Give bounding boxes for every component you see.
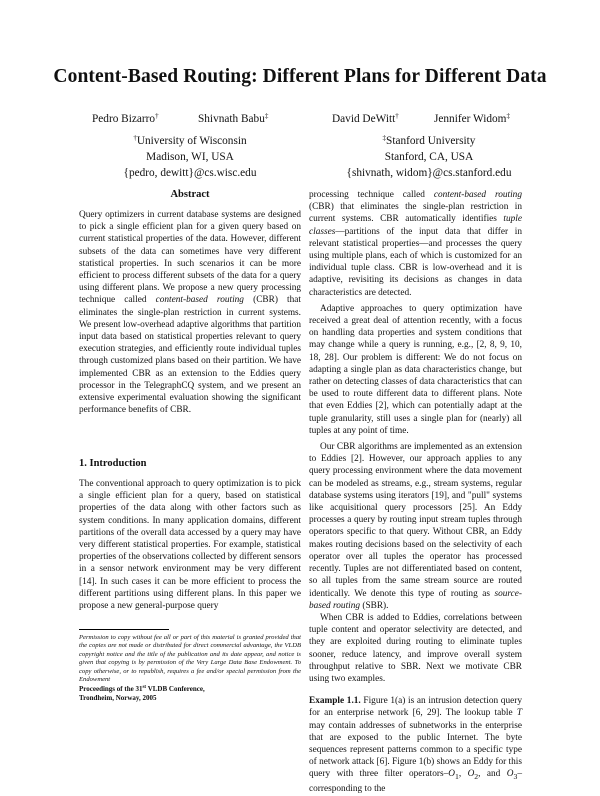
abstract-body	[79, 209, 301, 416]
body-paragraph	[309, 189, 522, 299]
text: processing technique called	[309, 190, 434, 200]
text: –corresponding to the	[309, 769, 522, 795]
symbol: O	[448, 769, 455, 780]
affiliation-email: {pedro, dewitt}@cs.wisc.edu	[123, 167, 257, 179]
symbol: O	[467, 769, 475, 780]
text: , and	[478, 769, 507, 780]
venue-text-2: VLDB Conference,	[146, 685, 205, 694]
author-name: David DeWitt	[332, 113, 396, 125]
intro-paragraph: The conventional approach to query optimization is to pick a single efficient plan for a query, based on statistical properties of the data along with other factors such as system conditions. In many application domains, different partitions of the overall data accessed by a query may have very different statistical properties. For example, statistical properties of the observations collected by different sensors in a sensor network environment may be very different [14]. In such cases it can be more efficient to process the different partitions using different plans. In this paper we propose a new general-purpose query	[79, 479, 301, 612]
body-paragraph: Adaptive approaches to query optimization have received a great deal of attention recently, with a focus on handling data properties and system conditions that may change while a query is running, e.g., [2, 8, 9, 10, 18, 28]. Our problem is different: We do not focus on adapting a single plan as data characteristics change, but rather on detecting classes of data characteristics that can be used to route different data to different plans. Note that even Eddies [2], which can potentially adapt at the tuple granularity, still uses a single plan for (nearly) all tuples at any point of time.	[309, 303, 522, 436]
body-paragraph	[309, 441, 522, 612]
text: ,	[458, 769, 468, 780]
section-heading-introduction: 1. Introduction	[79, 458, 147, 469]
paper-title: Content-Based Routing: Different Plans for Different Data	[53, 66, 547, 87]
text: (CBR) that eliminates the single-plan restriction in current systems. CBR automatically identifies	[309, 202, 522, 225]
right-column	[309, 189, 522, 796]
abstract-paragraph	[79, 209, 301, 416]
author-mark: ‡	[506, 112, 510, 120]
affiliation-location: Madison, WI, USA	[146, 151, 234, 163]
text: may contain addresses of subnetworks in the enterprise that are exposed to the public Internet. The byte sequences represent patterns common to a specific type of network attack [6]. Figure 1(b) shows an Eddy for this query with three filter operators–	[309, 720, 522, 780]
venue-line	[79, 685, 301, 703]
symbol: T	[516, 708, 522, 719]
venue-text: Proceedings of the 31	[79, 685, 143, 694]
author-name: Jennifer Widom	[434, 113, 507, 125]
author-mark: †	[155, 112, 159, 120]
term: tuple classes	[309, 214, 522, 237]
term: source-based routing	[309, 588, 522, 611]
example-label: Example 1.1.	[309, 696, 361, 707]
example-paragraph	[309, 695, 522, 795]
symbol: O	[506, 769, 514, 780]
affiliation-location: Stanford, CA, USA	[384, 151, 474, 163]
affiliation-email: {shivnath, widom}@cs.stanford.edu	[346, 167, 512, 179]
subscript: 2	[474, 772, 479, 782]
abstract-heading: Abstract	[170, 189, 210, 200]
author-mark: †	[395, 112, 399, 120]
text: Figure 1(a) is an intrusion detection query for an enterprise network [6, 29]. The lookup table	[309, 696, 522, 719]
author-1	[92, 113, 159, 125]
affiliation-mark: ‡	[382, 134, 387, 142]
affiliation-mark: †	[133, 134, 137, 142]
venue-sup: st	[142, 685, 147, 691]
text: (SBR).	[360, 600, 389, 611]
author-4	[434, 113, 510, 125]
affiliation-name: Stanford University	[386, 135, 476, 147]
affiliation-stanford	[339, 133, 519, 181]
abstract-term: content-based routing	[155, 295, 244, 306]
text: —partitions of the input data that differ in relevant statistical properties—and processes the query using multiple plans, each of which is customized for an individual tuple class. CBR is low-overhead and it is adaptive, revisiting its decisions as changes in data characteristics are detected.	[309, 226, 522, 298]
copyright-footnote	[79, 634, 301, 703]
text: Our CBR algorithms are implemented as an extension to Eddies [2]. However, our approach applies to any query processing environment where the data movement can be modeled as streams, e.g., stream systems, regular database systems using iterators [19], and "pull" systems like acquisitional query processors [25]. An Eddy processes a query by routing input stream tuples through operators specific to that query. Without CBR, an Eddy makes routing decisions based on the selectivity of each operator over all tuples the operator has processed recently. Tuples are not differentiated based on content, so all tuples from the same stream source are routed identically. We denote this type of routing as	[309, 442, 522, 599]
venue-place: Trondheim, Norway, 2005	[79, 694, 157, 703]
body-paragraph: When CBR is added to Eddies, correlations between tuple content and operator selectivity are detected, and they are exploited during routing to eliminate tuples sooner, reduce latency, and improve overall system throughput relative to SBR. Next we motivate CBR using two examples.	[309, 612, 522, 684]
author-3	[332, 113, 399, 125]
abstract-text-1: Query optimizers in current database systems are designed to pick a single efficient plan for a given query based on current statistical properties of the data. However, different subsets of the data can sometimes have very different statistical properties. In such scenarios it can be more efficient to process different subsets of the data for a query using different plans. We propose a new query processing technique called	[79, 210, 301, 306]
author-2	[198, 113, 268, 125]
affiliation-name: University of Wisconsin	[136, 135, 247, 147]
introduction-body	[79, 478, 301, 612]
footnote-rule	[79, 629, 169, 630]
term: content-based routing	[433, 190, 522, 200]
affiliation-wisconsin	[100, 133, 280, 181]
subscript: 1	[454, 772, 459, 782]
author-name: Pedro Bizarro	[92, 113, 156, 125]
footnote-text: Permission to copy without fee all or part of this material is granted provided that the copies are not made or distributed for direct commercial advantage, the VLDB copyright notice and the title of the publication and its date appear, and notice is given that copying is by permission of the Very Large Data Base Endowment. To copy otherwise, or to republish, requires a fee and/or special permission from the Endowment	[79, 634, 301, 684]
subscript: 3	[513, 772, 518, 782]
author-mark: ‡	[264, 112, 269, 120]
author-name: Shivnath Babu	[198, 113, 265, 125]
abstract-text-2: (CBR) that eliminates the single-plan restriction in current systems. We present low-overhead adaptive algorithms that partition input data based on statistical properties relevant to query execution strategies, and efficiently route individual tuples through customized plans based on their partition. We have implemented CBR as an extension to the Eddies query processor in the TelegraphCQ system, and we present an extensive experimental evaluation showing the significant performance benefits of CBR.	[79, 295, 301, 416]
